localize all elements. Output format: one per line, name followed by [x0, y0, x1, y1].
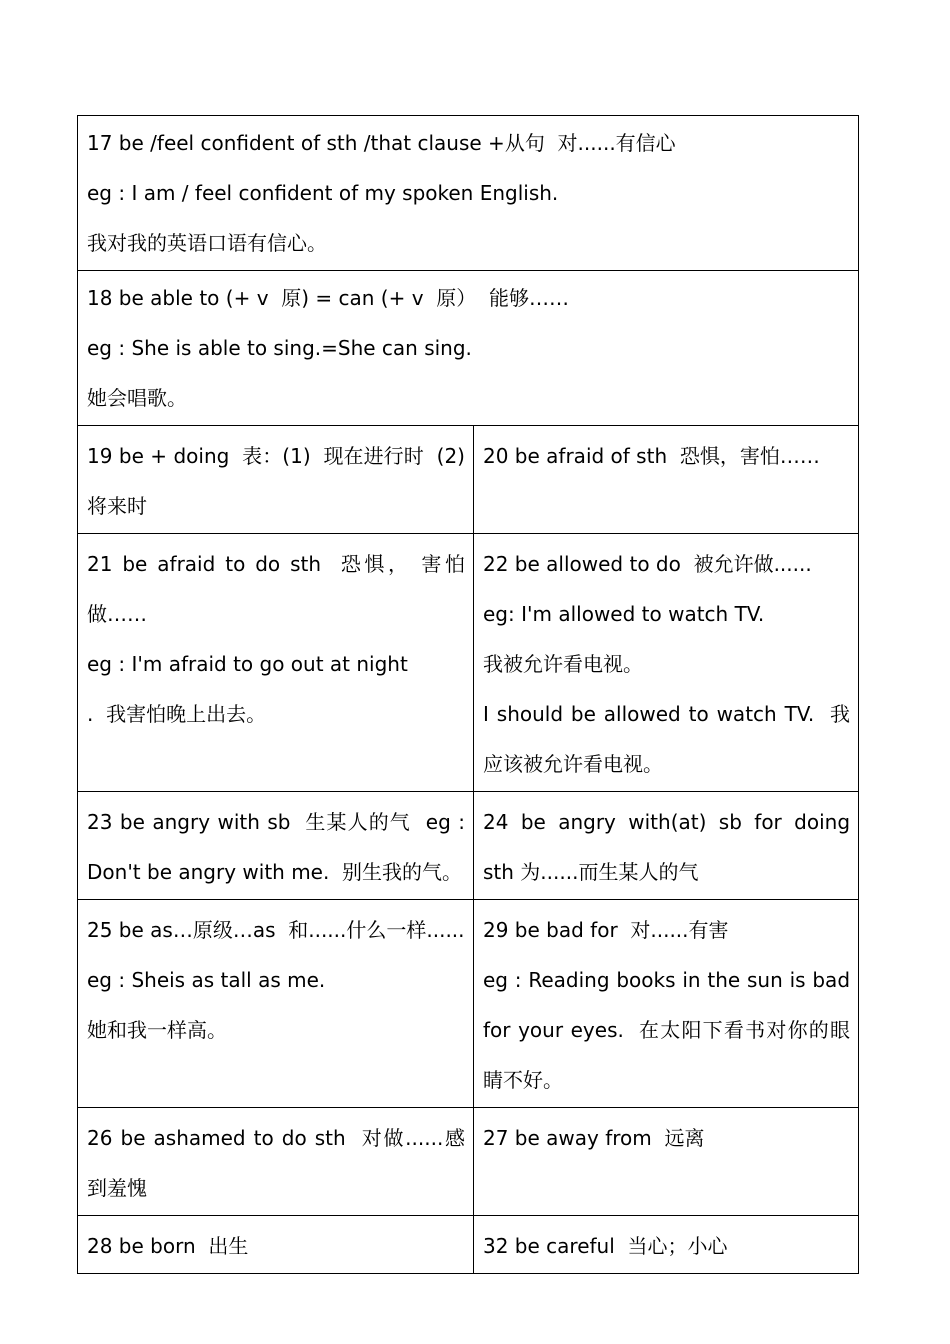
translation-line: 她和我一样高。	[87, 1018, 227, 1042]
example-line: eg : I am / feel confident of my spoken English.	[87, 181, 559, 205]
example-line: eg: I'm allowed to watch TV.	[483, 602, 765, 626]
phrase-line: 19 be + doing 表：(1) 现在进行时 (2) 将来时	[87, 444, 478, 518]
translation-line: 她会唱歌。	[87, 386, 187, 410]
entry-19	[78, 426, 478, 534]
table-row	[78, 1108, 859, 1216]
entry-20	[474, 426, 859, 534]
phrase-line: 22 be allowed to do 被允许做......	[483, 552, 812, 576]
table-row	[78, 426, 859, 534]
phrase-line: 23 be angry with sb 生某人的气 eg : Don't be angry with me. 别生我的气。	[87, 810, 472, 884]
table-row	[78, 1216, 859, 1274]
entry-18	[78, 271, 859, 426]
entry-25	[78, 900, 474, 1108]
example-line: I should be allowed to watch TV. 我应该被允许看电视。	[483, 702, 851, 776]
example-line: eg : Sheis as tall as me.	[87, 968, 326, 992]
entry-29	[474, 900, 859, 1108]
table-row	[78, 792, 859, 900]
translation-line: 我对我的英语口语有信心。	[87, 231, 327, 255]
phrase-line: 18 be able to (+ v 原) = can (+ v 原） 能够……	[87, 286, 569, 310]
phrase-line: 27 be away from 远离	[483, 1126, 705, 1150]
entry-28	[78, 1216, 474, 1274]
table-row	[78, 116, 859, 271]
example-line: eg : I'm afraid to go out at night	[87, 652, 408, 676]
example-line: eg : Reading books in the sun is bad for your eyes. 在太阳下看书对你的眼睛不好。	[483, 968, 857, 1092]
phrase-line: 20 be afraid of sth 恐惧，害怕……	[483, 444, 820, 468]
entry-24	[474, 792, 859, 900]
phrase-line: 21 be afraid to do sth 恐惧， 害怕做……	[87, 552, 465, 626]
phrase-line: 17 be /feel confident of sth /that clause +从句 对......有信心	[87, 131, 676, 155]
table-row	[78, 271, 859, 426]
entry-21	[78, 534, 474, 792]
entry-17	[78, 116, 859, 271]
entry-32	[474, 1216, 859, 1274]
entry-23	[78, 792, 474, 900]
phrase-line: 26 be ashamed to do sth 对做......感到羞愧	[87, 1126, 465, 1200]
translation-line: . 我害怕晚上出去。	[87, 702, 267, 726]
phrase-line: 24 be angry with(at) sb for doing sth 为......而生某人的气	[483, 810, 857, 884]
translation-line: 我被允许看电视。	[483, 652, 643, 676]
table-row	[78, 900, 859, 1108]
phrase-line: 29 be bad for 对......有害	[483, 918, 729, 942]
example-line: eg : She is able to sing.=She can sing.	[87, 336, 472, 360]
phrase-table	[77, 115, 859, 1274]
phrase-line: 25 be as…原级…as 和......什么一样......	[87, 918, 465, 942]
phrase-line: 28 be born 出生	[87, 1234, 249, 1258]
entry-27	[474, 1108, 859, 1216]
entry-26	[78, 1108, 474, 1216]
table-row	[78, 534, 859, 792]
entry-22	[474, 534, 859, 792]
phrase-line: 32 be careful 当心；小心	[483, 1234, 728, 1258]
